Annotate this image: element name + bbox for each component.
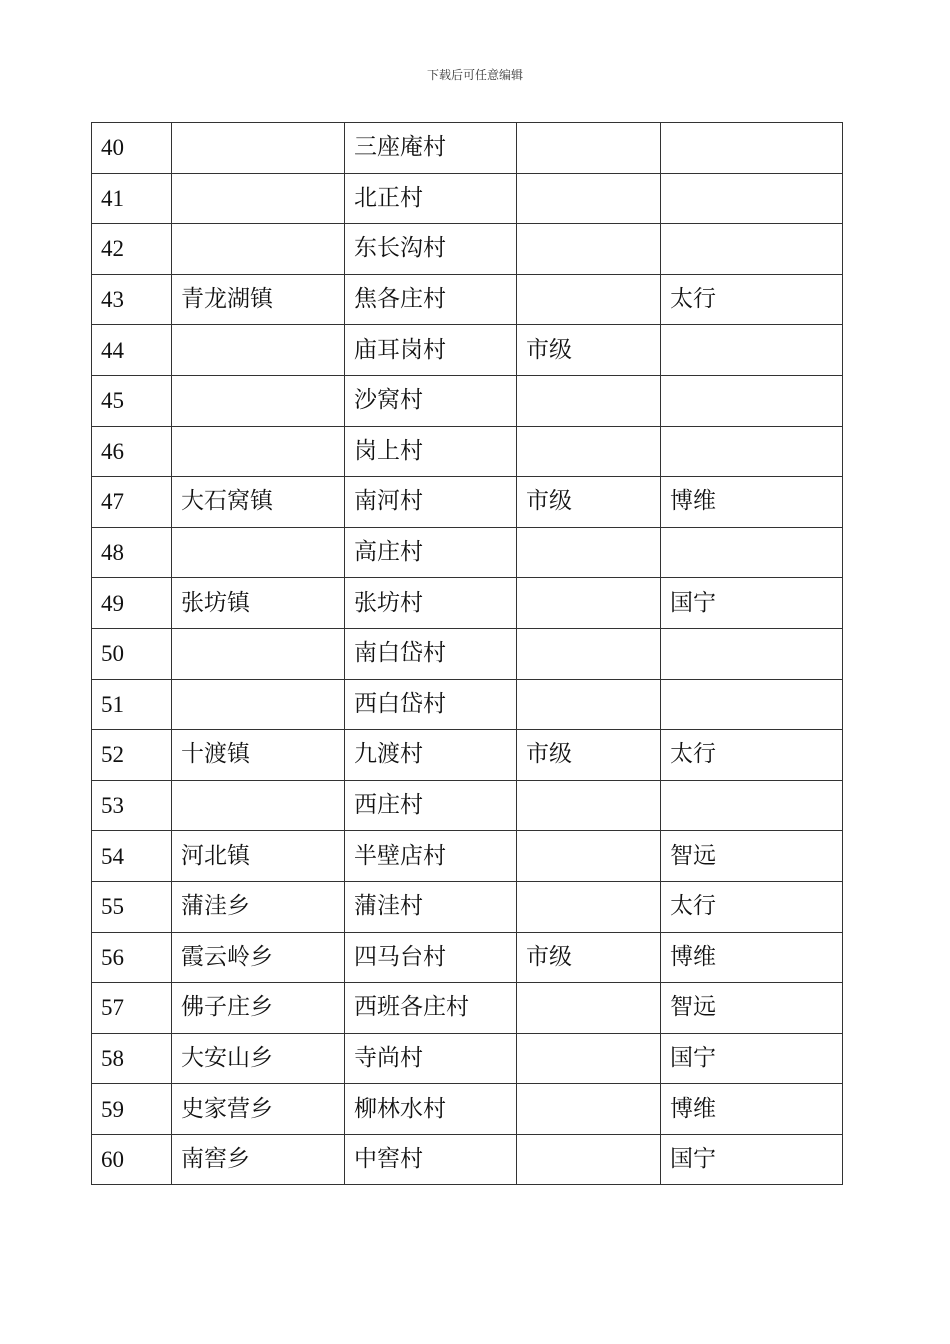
- organization-cell: [661, 173, 843, 224]
- page-header: 下载后可任意编辑: [426, 68, 523, 82]
- level-cell: [517, 780, 661, 831]
- row-number-cell: 57: [92, 983, 172, 1034]
- town-cell: 大安山乡: [172, 1033, 345, 1084]
- row-number-cell: 51: [92, 679, 172, 730]
- level-cell: [517, 123, 661, 174]
- village-cell: 沙窝村: [345, 375, 517, 426]
- row-number-cell: 52: [92, 730, 172, 781]
- village-cell: 东长沟村: [345, 224, 517, 275]
- row-number-cell: 48: [92, 527, 172, 578]
- village-table: [91, 122, 843, 1185]
- row-number-cell: 44: [92, 325, 172, 376]
- town-cell: 南窖乡: [172, 1134, 345, 1185]
- row-number-cell: 60: [92, 1134, 172, 1185]
- table-row: [92, 578, 843, 629]
- table-row: [92, 780, 843, 831]
- row-number-cell: 42: [92, 224, 172, 275]
- row-number-cell: 59: [92, 1084, 172, 1135]
- row-number-cell: 56: [92, 932, 172, 983]
- level-cell: 市级: [517, 730, 661, 781]
- table-row: [92, 123, 843, 174]
- organization-cell: 国宁: [661, 1033, 843, 1084]
- level-cell: [517, 628, 661, 679]
- town-cell: 大石窝镇: [172, 477, 345, 528]
- organization-cell: 太行: [661, 274, 843, 325]
- town-cell: 十渡镇: [172, 730, 345, 781]
- village-cell: 寺尚村: [345, 1033, 517, 1084]
- village-cell: 高庄村: [345, 527, 517, 578]
- table-row: [92, 932, 843, 983]
- organization-cell: 国宁: [661, 578, 843, 629]
- level-cell: [517, 274, 661, 325]
- row-number-cell: 43: [92, 274, 172, 325]
- village-cell: 焦各庄村: [345, 274, 517, 325]
- level-cell: [517, 983, 661, 1034]
- level-cell: [517, 173, 661, 224]
- level-cell: [517, 881, 661, 932]
- town-cell: [172, 375, 345, 426]
- village-cell: 柳林水村: [345, 1084, 517, 1135]
- row-number-cell: 40: [92, 123, 172, 174]
- row-number-cell: 49: [92, 578, 172, 629]
- organization-cell: 太行: [661, 881, 843, 932]
- village-cell: 南白岱村: [345, 628, 517, 679]
- table-row: [92, 477, 843, 528]
- table-row: [92, 325, 843, 376]
- level-cell: [517, 1084, 661, 1135]
- table-row: [92, 1134, 843, 1185]
- row-number-cell: 41: [92, 173, 172, 224]
- village-cell: 四马台村: [345, 932, 517, 983]
- row-number-cell: 58: [92, 1033, 172, 1084]
- town-cell: [172, 123, 345, 174]
- table-row: [92, 224, 843, 275]
- village-cell: 岗上村: [345, 426, 517, 477]
- town-cell: [172, 527, 345, 578]
- village-cell: 张坊村: [345, 578, 517, 629]
- organization-cell: 智远: [661, 983, 843, 1034]
- table-row: [92, 1033, 843, 1084]
- level-cell: 市级: [517, 325, 661, 376]
- village-cell: 南河村: [345, 477, 517, 528]
- town-cell: 河北镇: [172, 831, 345, 882]
- organization-cell: [661, 123, 843, 174]
- table-row: [92, 831, 843, 882]
- town-cell: 霞云岭乡: [172, 932, 345, 983]
- table-row: [92, 679, 843, 730]
- table-row: [92, 426, 843, 477]
- row-number-cell: 55: [92, 881, 172, 932]
- village-cell: 九渡村: [345, 730, 517, 781]
- town-cell: [172, 224, 345, 275]
- level-cell: 市级: [517, 932, 661, 983]
- level-cell: 市级: [517, 477, 661, 528]
- level-cell: [517, 831, 661, 882]
- level-cell: [517, 1033, 661, 1084]
- row-number-cell: 47: [92, 477, 172, 528]
- level-cell: [517, 578, 661, 629]
- table-row: [92, 730, 843, 781]
- row-number-cell: 45: [92, 375, 172, 426]
- town-cell: [172, 780, 345, 831]
- town-cell: 青龙湖镇: [172, 274, 345, 325]
- village-cell: 西白岱村: [345, 679, 517, 730]
- town-cell: [172, 325, 345, 376]
- level-cell: [517, 426, 661, 477]
- town-cell: 佛子庄乡: [172, 983, 345, 1034]
- village-cell: 蒲洼村: [345, 881, 517, 932]
- village-cell: 西庄村: [345, 780, 517, 831]
- organization-cell: [661, 780, 843, 831]
- level-cell: [517, 679, 661, 730]
- village-cell: 半壁店村: [345, 831, 517, 882]
- table-row: [92, 1084, 843, 1135]
- level-cell: [517, 1134, 661, 1185]
- level-cell: [517, 527, 661, 578]
- organization-cell: [661, 426, 843, 477]
- village-cell: 三座庵村: [345, 123, 517, 174]
- table-row: [92, 527, 843, 578]
- organization-cell: [661, 224, 843, 275]
- town-cell: [172, 426, 345, 477]
- level-cell: [517, 224, 661, 275]
- organization-cell: 国宁: [661, 1134, 843, 1185]
- organization-cell: [661, 325, 843, 376]
- town-cell: 史家营乡: [172, 1084, 345, 1135]
- organization-cell: 智远: [661, 831, 843, 882]
- table-row: [92, 628, 843, 679]
- table-row: [92, 983, 843, 1034]
- organization-cell: 博维: [661, 1084, 843, 1135]
- row-number-cell: 50: [92, 628, 172, 679]
- town-cell: [172, 173, 345, 224]
- organization-cell: 博维: [661, 932, 843, 983]
- village-cell: 北正村: [345, 173, 517, 224]
- town-cell: 张坊镇: [172, 578, 345, 629]
- row-number-cell: 54: [92, 831, 172, 882]
- organization-cell: 太行: [661, 730, 843, 781]
- village-cell: 中窖村: [345, 1134, 517, 1185]
- village-cell: 庙耳岗村: [345, 325, 517, 376]
- level-cell: [517, 375, 661, 426]
- table-row: [92, 375, 843, 426]
- table-row: [92, 173, 843, 224]
- table-row: [92, 881, 843, 932]
- town-cell: 蒲洼乡: [172, 881, 345, 932]
- organization-cell: 博维: [661, 477, 843, 528]
- village-cell: 西班各庄村: [345, 983, 517, 1034]
- row-number-cell: 53: [92, 780, 172, 831]
- organization-cell: [661, 527, 843, 578]
- organization-cell: [661, 375, 843, 426]
- town-cell: [172, 628, 345, 679]
- town-cell: [172, 679, 345, 730]
- row-number-cell: 46: [92, 426, 172, 477]
- organization-cell: [661, 679, 843, 730]
- table-body: [92, 123, 843, 1185]
- table-row: [92, 274, 843, 325]
- organization-cell: [661, 628, 843, 679]
